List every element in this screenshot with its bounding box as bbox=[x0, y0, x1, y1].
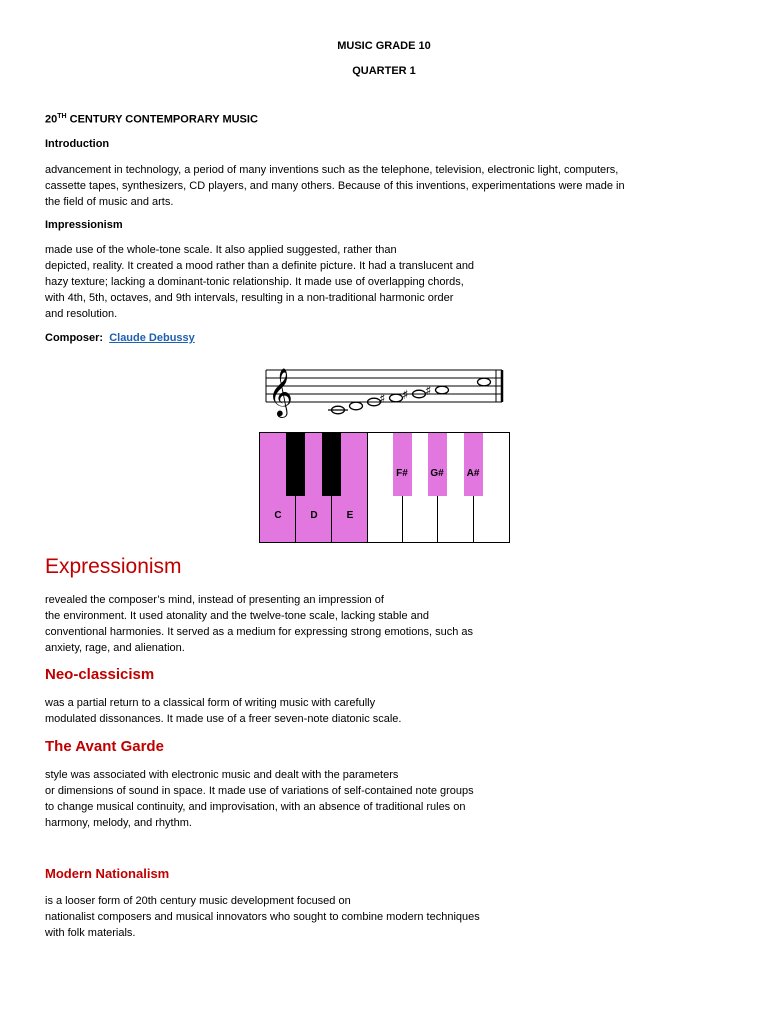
composer-link[interactable]: Claude Debussy bbox=[109, 332, 195, 344]
section-title: 20TH CENTURY CONTEMPORARY MUSIC bbox=[45, 113, 258, 126]
piano-keyboard bbox=[259, 432, 510, 543]
impressionism-line: made use of the whole-tone scale. It also applied suggested, rather than bbox=[45, 244, 397, 256]
whole-tone-staff bbox=[262, 358, 508, 424]
impressionism-heading: Impressionism bbox=[45, 219, 123, 231]
intro-line: advancement in technology, a period of many inventions such as the telephone, television, electronic light, computers, bbox=[45, 164, 619, 176]
black-key-d-sharp bbox=[322, 432, 341, 496]
sharp-icon: ♯ bbox=[402, 388, 409, 403]
quarter-label: QUARTER 1 bbox=[352, 65, 416, 77]
key-label-f-sharp: F# bbox=[396, 468, 408, 479]
impressionism-line: with 4th, 5th, octaves, and 9th intervals, resulting in a non-traditional harmonic order bbox=[45, 292, 454, 304]
note-c-high bbox=[478, 378, 491, 386]
intro-line: the field of music and arts. bbox=[45, 196, 174, 208]
expressionism-line: conventional harmonies. It served as a medium for expressing strong emotions, such as bbox=[45, 626, 473, 638]
intro-line: cassette tapes, synthesizers, CD players, and many others. Because of this inventions, experimentations were made in bbox=[45, 180, 625, 192]
neoclassicism-heading: Neo-classicism bbox=[45, 666, 155, 683]
neoclassicism-line: was a partial return to a classical form of writing music with carefully bbox=[45, 697, 376, 709]
expressionism-paragraph bbox=[45, 592, 473, 656]
composer-label: Composer: bbox=[45, 332, 104, 344]
avantgarde-line: style was associated with electronic music and dealt with the parameters bbox=[45, 769, 399, 781]
piano-keys-graphic bbox=[259, 432, 510, 543]
key-label-g-sharp: G# bbox=[430, 468, 444, 479]
impressionism-line: and resolution. bbox=[45, 308, 118, 320]
doc-title: MUSIC GRADE 10 bbox=[337, 40, 431, 52]
note-d bbox=[350, 402, 363, 410]
black-key-f-sharp bbox=[393, 433, 412, 496]
sharp-icon: ♯ bbox=[379, 392, 386, 407]
nationalism-line: with folk materials. bbox=[45, 927, 136, 939]
black-key-a-sharp bbox=[464, 433, 483, 496]
expressionism-line: the environment. It used atonality and the twelve-tone scale, lacking stable and bbox=[45, 610, 430, 622]
note-a-sharp bbox=[436, 386, 449, 394]
key-label-c: C bbox=[274, 510, 282, 521]
impressionism-line: hazy texture; lacking a dominant-tonic relationship. It made use of overlapping chords, bbox=[45, 276, 464, 288]
neoclassicism-paragraph bbox=[45, 695, 402, 727]
composer-line bbox=[45, 332, 195, 344]
avantgarde-line: or dimensions of sound in space. It made use of variations of self-contained note groups bbox=[45, 785, 474, 797]
nationalism-paragraph bbox=[45, 893, 480, 941]
neoclassicism-line: modulated dissonances. It made use of a freer seven-note diatonic scale. bbox=[45, 713, 402, 725]
key-label-e: E bbox=[346, 510, 354, 521]
impressionism-line: depicted, reality. It created a mood rather than a definite picture. It had a translucent and bbox=[45, 260, 475, 272]
avantgarde-line: to change musical continuity, and improvisation, with an absence of traditional rules on bbox=[45, 801, 466, 813]
key-label-d: D bbox=[310, 510, 318, 521]
impressionism-paragraph bbox=[45, 242, 474, 322]
nationalism-line: is a looser form of 20th century music development focused on bbox=[45, 895, 351, 907]
key-label-a-sharp: A# bbox=[466, 468, 480, 479]
black-key-c-sharp bbox=[286, 432, 305, 496]
intro-paragraph bbox=[45, 162, 625, 210]
expressionism-line: anxiety, rage, and alienation. bbox=[45, 642, 185, 654]
avantgarde-heading: The Avant Garde bbox=[45, 738, 164, 755]
black-key-g-sharp bbox=[428, 433, 447, 496]
avantgarde-line: harmony, melody, and rhythm. bbox=[45, 817, 192, 829]
nationalism-line: nationalist composers and musical innovators who sought to combine modern techniques bbox=[45, 911, 480, 923]
nationalism-heading: Modern Nationalism bbox=[45, 866, 170, 881]
intro-heading: Introduction bbox=[45, 138, 110, 150]
expressionism-line: revealed the composer’s mind, instead of presenting an impression of bbox=[45, 594, 384, 606]
note-f-sharp bbox=[390, 394, 403, 402]
treble-clef-icon: 𝄞 bbox=[268, 367, 293, 416]
avantgarde-paragraph bbox=[45, 767, 474, 831]
expressionism-heading: Expressionism bbox=[45, 555, 182, 578]
sharp-icon: ♯ bbox=[425, 384, 432, 399]
